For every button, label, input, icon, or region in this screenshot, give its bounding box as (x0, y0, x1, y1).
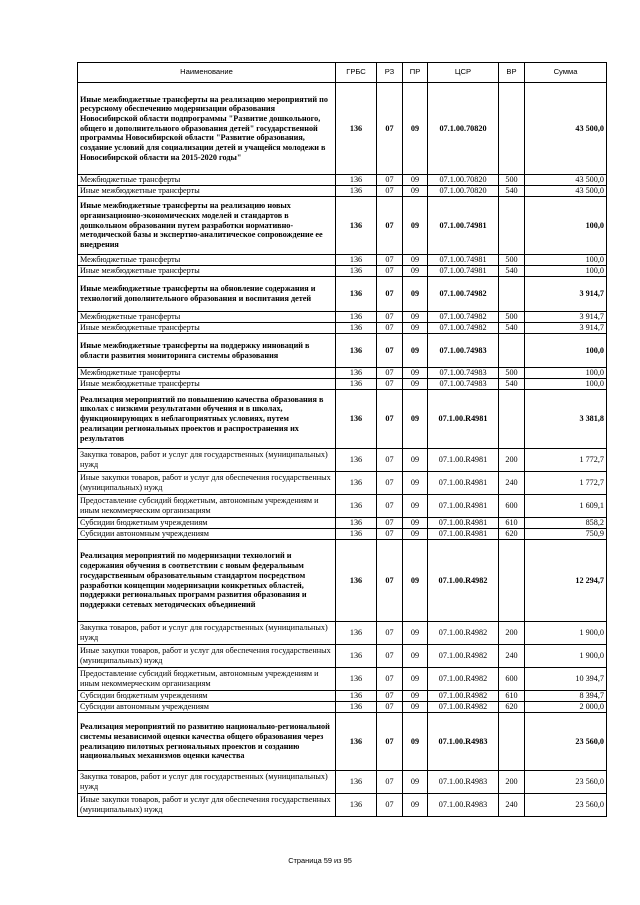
cell-rz: 07 (377, 323, 403, 334)
cell-pr: 09 (403, 495, 428, 518)
cell-sum: 3 914,7 (525, 323, 607, 334)
cell-sum: 100,0 (525, 334, 607, 368)
cell-vr: 600 (499, 668, 525, 691)
table-row (78, 323, 607, 334)
cell-csr: 07.1.00.70820 (428, 175, 499, 186)
cell-vr (499, 334, 525, 368)
table-row (78, 691, 607, 702)
cell-name: Реализация мероприятий по модернизации технологий и содержания обучения в соответствии с новым федеральным государственным образовательным стандартом посредством разработки концепции модернизации конкретных областей, поддержки региональных программ развития образования и поддержки сетевых методических объединений (78, 540, 336, 622)
table-row (78, 175, 607, 186)
cell-rz: 07 (377, 495, 403, 518)
cell-csr: 07.1.00.74981 (428, 266, 499, 277)
table-row (78, 312, 607, 323)
table-row (78, 255, 607, 266)
cell-vr: 610 (499, 518, 525, 529)
cell-grbs: 136 (336, 379, 377, 390)
cell-grbs: 136 (336, 529, 377, 540)
cell-csr: 07.1.00.R4982 (428, 702, 499, 713)
cell-grbs: 136 (336, 713, 377, 771)
cell-vr (499, 713, 525, 771)
cell-grbs: 136 (336, 702, 377, 713)
cell-pr: 09 (403, 83, 428, 175)
cell-grbs: 136 (336, 472, 377, 495)
cell-csr: 07.1.00.74981 (428, 197, 499, 255)
cell-vr: 620 (499, 529, 525, 540)
cell-name: Закупка товаров, работ и услуг для государственных (муниципальных) нужд (78, 449, 336, 472)
cell-csr: 07.1.00.74983 (428, 334, 499, 368)
cell-sum: 23 560,0 (525, 794, 607, 817)
table-row (78, 368, 607, 379)
cell-csr: 07.1.00.R4981 (428, 390, 499, 449)
cell-rz: 07 (377, 771, 403, 794)
cell-csr: 07.1.00.R4982 (428, 645, 499, 668)
cell-csr: 07.1.00.R4981 (428, 472, 499, 495)
cell-sum: 750,9 (525, 529, 607, 540)
cell-pr: 09 (403, 668, 428, 691)
header-rz: РЗ (377, 63, 403, 83)
cell-vr: 500 (499, 255, 525, 266)
header-csr: ЦСР (428, 63, 499, 83)
cell-name: Иные межбюджетные трансферты на обновление содержания и технологий дополнительного образования и воспитания детей (78, 277, 336, 312)
cell-pr: 09 (403, 622, 428, 645)
cell-name: Реализация мероприятий по развитию национально-региональной системы независимой оценки качества общего образования через реализацию пилотных региональных проектов и созданию национальных механизмов оценки качества (78, 713, 336, 771)
cell-csr: 07.1.00.R4981 (428, 449, 499, 472)
cell-rz: 07 (377, 702, 403, 713)
cell-sum: 100,0 (525, 379, 607, 390)
cell-pr: 09 (403, 794, 428, 817)
cell-sum: 3 914,7 (525, 277, 607, 312)
cell-grbs: 136 (336, 518, 377, 529)
cell-sum: 3 381,8 (525, 390, 607, 449)
table-row (78, 713, 607, 771)
cell-grbs: 136 (336, 645, 377, 668)
cell-sum: 100,0 (525, 368, 607, 379)
page-number: Страница 59 из 95 (288, 856, 352, 865)
cell-csr: 07.1.00.R4983 (428, 771, 499, 794)
table-row (78, 794, 607, 817)
cell-pr: 09 (403, 323, 428, 334)
cell-sum: 1 772,7 (525, 449, 607, 472)
cell-sum: 2 000,0 (525, 702, 607, 713)
cell-vr: 620 (499, 702, 525, 713)
cell-csr: 07.1.00.R4982 (428, 691, 499, 702)
cell-name: Иные межбюджетные трансферты (78, 379, 336, 390)
cell-grbs: 136 (336, 495, 377, 518)
cell-sum: 8 394,7 (525, 691, 607, 702)
cell-csr: 07.1.00.70820 (428, 83, 499, 175)
cell-grbs: 136 (336, 277, 377, 312)
cell-pr: 09 (403, 645, 428, 668)
cell-grbs: 136 (336, 691, 377, 702)
cell-rz: 07 (377, 266, 403, 277)
cell-grbs: 136 (336, 197, 377, 255)
cell-pr: 09 (403, 771, 428, 794)
table-row (78, 390, 607, 449)
cell-csr: 07.1.00.74983 (428, 379, 499, 390)
cell-grbs: 136 (336, 334, 377, 368)
cell-name: Иные закупки товаров, работ и услуг для обеспечения государственных (муниципальных) нужд (78, 794, 336, 817)
cell-sum: 1 609,1 (525, 495, 607, 518)
cell-grbs: 136 (336, 449, 377, 472)
cell-name: Закупка товаров, работ и услуг для государственных (муниципальных) нужд (78, 622, 336, 645)
table-row (78, 540, 607, 622)
cell-grbs: 136 (336, 390, 377, 449)
cell-name: Субсидии бюджетным учреждениям (78, 518, 336, 529)
cell-sum: 1 900,0 (525, 622, 607, 645)
cell-csr: 07.1.00.R4983 (428, 713, 499, 771)
cell-pr: 09 (403, 266, 428, 277)
header-sum: Сумма (525, 63, 607, 83)
cell-pr: 09 (403, 186, 428, 197)
cell-name: Предоставление субсидий бюджетным, автономным учреждениям и иным некоммерческим организациям (78, 668, 336, 691)
cell-grbs: 136 (336, 186, 377, 197)
cell-name: Иные закупки товаров, работ и услуг для обеспечения государственных (муниципальных) нужд (78, 472, 336, 495)
header-grbs: ГРБС (336, 63, 377, 83)
cell-rz: 07 (377, 277, 403, 312)
cell-rz: 07 (377, 645, 403, 668)
cell-name: Иные закупки товаров, работ и услуг для обеспечения государственных (муниципальных) нужд (78, 645, 336, 668)
table-row (78, 334, 607, 368)
cell-grbs: 136 (336, 622, 377, 645)
table-row (78, 771, 607, 794)
cell-vr: 610 (499, 691, 525, 702)
cell-pr: 09 (403, 529, 428, 540)
cell-csr: 07.1.00.R4981 (428, 529, 499, 540)
cell-csr: 07.1.00.R4981 (428, 518, 499, 529)
cell-rz: 07 (377, 472, 403, 495)
cell-vr: 200 (499, 771, 525, 794)
cell-sum: 100,0 (525, 255, 607, 266)
cell-pr: 09 (403, 449, 428, 472)
cell-sum: 3 914,7 (525, 312, 607, 323)
header-name: Наименование (78, 63, 336, 83)
table-row (78, 495, 607, 518)
table-header-row (78, 63, 607, 83)
cell-csr: 07.1.00.R4982 (428, 622, 499, 645)
cell-name: Субсидии бюджетным учреждениям (78, 691, 336, 702)
budget-table (77, 62, 607, 817)
table-row (78, 266, 607, 277)
cell-rz: 07 (377, 197, 403, 255)
cell-csr: 07.1.00.74981 (428, 255, 499, 266)
cell-sum: 43 500,0 (525, 83, 607, 175)
cell-pr: 09 (403, 472, 428, 495)
cell-rz: 07 (377, 691, 403, 702)
cell-vr: 500 (499, 368, 525, 379)
cell-rz: 07 (377, 312, 403, 323)
cell-sum: 23 560,0 (525, 771, 607, 794)
cell-grbs: 136 (336, 255, 377, 266)
cell-sum: 12 294,7 (525, 540, 607, 622)
cell-sum: 100,0 (525, 266, 607, 277)
table-row (78, 277, 607, 312)
cell-grbs: 136 (336, 794, 377, 817)
cell-pr: 09 (403, 277, 428, 312)
table-row (78, 449, 607, 472)
cell-sum: 10 394,7 (525, 668, 607, 691)
cell-name: Иные межбюджетные трансферты (78, 323, 336, 334)
cell-rz: 07 (377, 449, 403, 472)
table-row (78, 529, 607, 540)
cell-pr: 09 (403, 379, 428, 390)
cell-pr: 09 (403, 390, 428, 449)
cell-csr: 07.1.00.R4981 (428, 495, 499, 518)
cell-csr: 07.1.00.R4982 (428, 668, 499, 691)
cell-rz: 07 (377, 334, 403, 368)
cell-vr: 540 (499, 266, 525, 277)
cell-name: Предоставление субсидий бюджетным, автономным учреждениям и иным некоммерческим организациям (78, 495, 336, 518)
cell-sum: 858,2 (525, 518, 607, 529)
cell-vr: 240 (499, 645, 525, 668)
table-row (78, 702, 607, 713)
cell-pr: 09 (403, 197, 428, 255)
cell-vr (499, 83, 525, 175)
cell-grbs: 136 (336, 83, 377, 175)
cell-pr: 09 (403, 334, 428, 368)
cell-csr: 07.1.00.74982 (428, 312, 499, 323)
cell-pr: 09 (403, 518, 428, 529)
cell-vr: 240 (499, 472, 525, 495)
cell-name: Субсидии автономным учреждениям (78, 702, 336, 713)
cell-rz: 07 (377, 529, 403, 540)
cell-name: Субсидии автономным учреждениям (78, 529, 336, 540)
cell-csr: 07.1.00.R4983 (428, 794, 499, 817)
cell-rz: 07 (377, 518, 403, 529)
cell-pr: 09 (403, 702, 428, 713)
cell-pr: 09 (403, 540, 428, 622)
cell-name: Иные межбюджетные трансферты (78, 266, 336, 277)
cell-grbs: 136 (336, 312, 377, 323)
cell-grbs: 136 (336, 771, 377, 794)
cell-name: Иные межбюджетные трансферты на реализацию мероприятий по ресурсному обеспечению модернизации образования Новосибирской области подпрограммы "Развитие дошкольного, общего и дополнительного образования детей" государственной программы Новосибирской области "Развитие образования, создание условий для социализации детей и учащейся молодежи в Новосибирской области на 2015-2020 годы" (78, 83, 336, 175)
cell-vr: 500 (499, 175, 525, 186)
cell-rz: 07 (377, 540, 403, 622)
cell-name: Иные межбюджетные трансферты (78, 186, 336, 197)
cell-vr: 540 (499, 323, 525, 334)
cell-name: Закупка товаров, работ и услуг для государственных (муниципальных) нужд (78, 771, 336, 794)
cell-name: Реализация мероприятий по повышению качества образования в школах с низкими результатами обучения и в школах, функционирующих в неблагоприятных условиях, путем реализации региональных проектов и распространения их результатов (78, 390, 336, 449)
cell-vr: 540 (499, 186, 525, 197)
cell-vr (499, 540, 525, 622)
table-row (78, 197, 607, 255)
cell-rz: 07 (377, 368, 403, 379)
cell-rz: 07 (377, 668, 403, 691)
cell-sum: 100,0 (525, 197, 607, 255)
cell-grbs: 136 (336, 266, 377, 277)
cell-csr: 07.1.00.R4982 (428, 540, 499, 622)
cell-pr: 09 (403, 713, 428, 771)
cell-grbs: 136 (336, 540, 377, 622)
cell-rz: 07 (377, 622, 403, 645)
header-vr: ВР (499, 63, 525, 83)
cell-vr (499, 390, 525, 449)
table-row (78, 622, 607, 645)
cell-vr: 200 (499, 622, 525, 645)
cell-pr: 09 (403, 368, 428, 379)
cell-grbs: 136 (336, 323, 377, 334)
cell-vr: 200 (499, 449, 525, 472)
cell-sum: 1 900,0 (525, 645, 607, 668)
cell-rz: 07 (377, 794, 403, 817)
cell-grbs: 136 (336, 175, 377, 186)
cell-vr: 540 (499, 379, 525, 390)
cell-rz: 07 (377, 379, 403, 390)
cell-name: Межбюджетные трансферты (78, 255, 336, 266)
cell-name: Межбюджетные трансферты (78, 312, 336, 323)
cell-name: Межбюджетные трансферты (78, 175, 336, 186)
table-row (78, 472, 607, 495)
cell-pr: 09 (403, 255, 428, 266)
cell-rz: 07 (377, 175, 403, 186)
cell-csr: 07.1.00.70820 (428, 186, 499, 197)
table-body (78, 83, 607, 817)
cell-pr: 09 (403, 691, 428, 702)
cell-rz: 07 (377, 390, 403, 449)
cell-grbs: 136 (336, 668, 377, 691)
table-row (78, 668, 607, 691)
cell-rz: 07 (377, 255, 403, 266)
cell-vr (499, 277, 525, 312)
cell-vr: 500 (499, 312, 525, 323)
cell-vr: 600 (499, 495, 525, 518)
cell-vr (499, 197, 525, 255)
cell-csr: 07.1.00.74983 (428, 368, 499, 379)
cell-sum: 43 500,0 (525, 175, 607, 186)
header-pr: ПР (403, 63, 428, 83)
cell-rz: 07 (377, 186, 403, 197)
cell-grbs: 136 (336, 368, 377, 379)
table-row (78, 83, 607, 175)
cell-name: Межбюджетные трансферты (78, 368, 336, 379)
table-row (78, 645, 607, 668)
cell-rz: 07 (377, 83, 403, 175)
cell-csr: 07.1.00.74982 (428, 323, 499, 334)
cell-vr: 240 (499, 794, 525, 817)
cell-pr: 09 (403, 312, 428, 323)
cell-name: Иные межбюджетные трансферты на реализацию новых организационно-экономических моделей и стандартов в дошкольном образовании путем разработки нормативно-методической базы и экспертно-аналитическое сопровождение ее внедрения (78, 197, 336, 255)
cell-sum: 23 560,0 (525, 713, 607, 771)
cell-sum: 1 772,7 (525, 472, 607, 495)
table-row (78, 518, 607, 529)
table-row (78, 379, 607, 390)
cell-rz: 07 (377, 713, 403, 771)
cell-sum: 43 500,0 (525, 186, 607, 197)
cell-csr: 07.1.00.74982 (428, 277, 499, 312)
table-row (78, 186, 607, 197)
cell-pr: 09 (403, 175, 428, 186)
cell-name: Иные межбюджетные трансферты на поддержку инноваций в области развития мониторинга системы образования (78, 334, 336, 368)
